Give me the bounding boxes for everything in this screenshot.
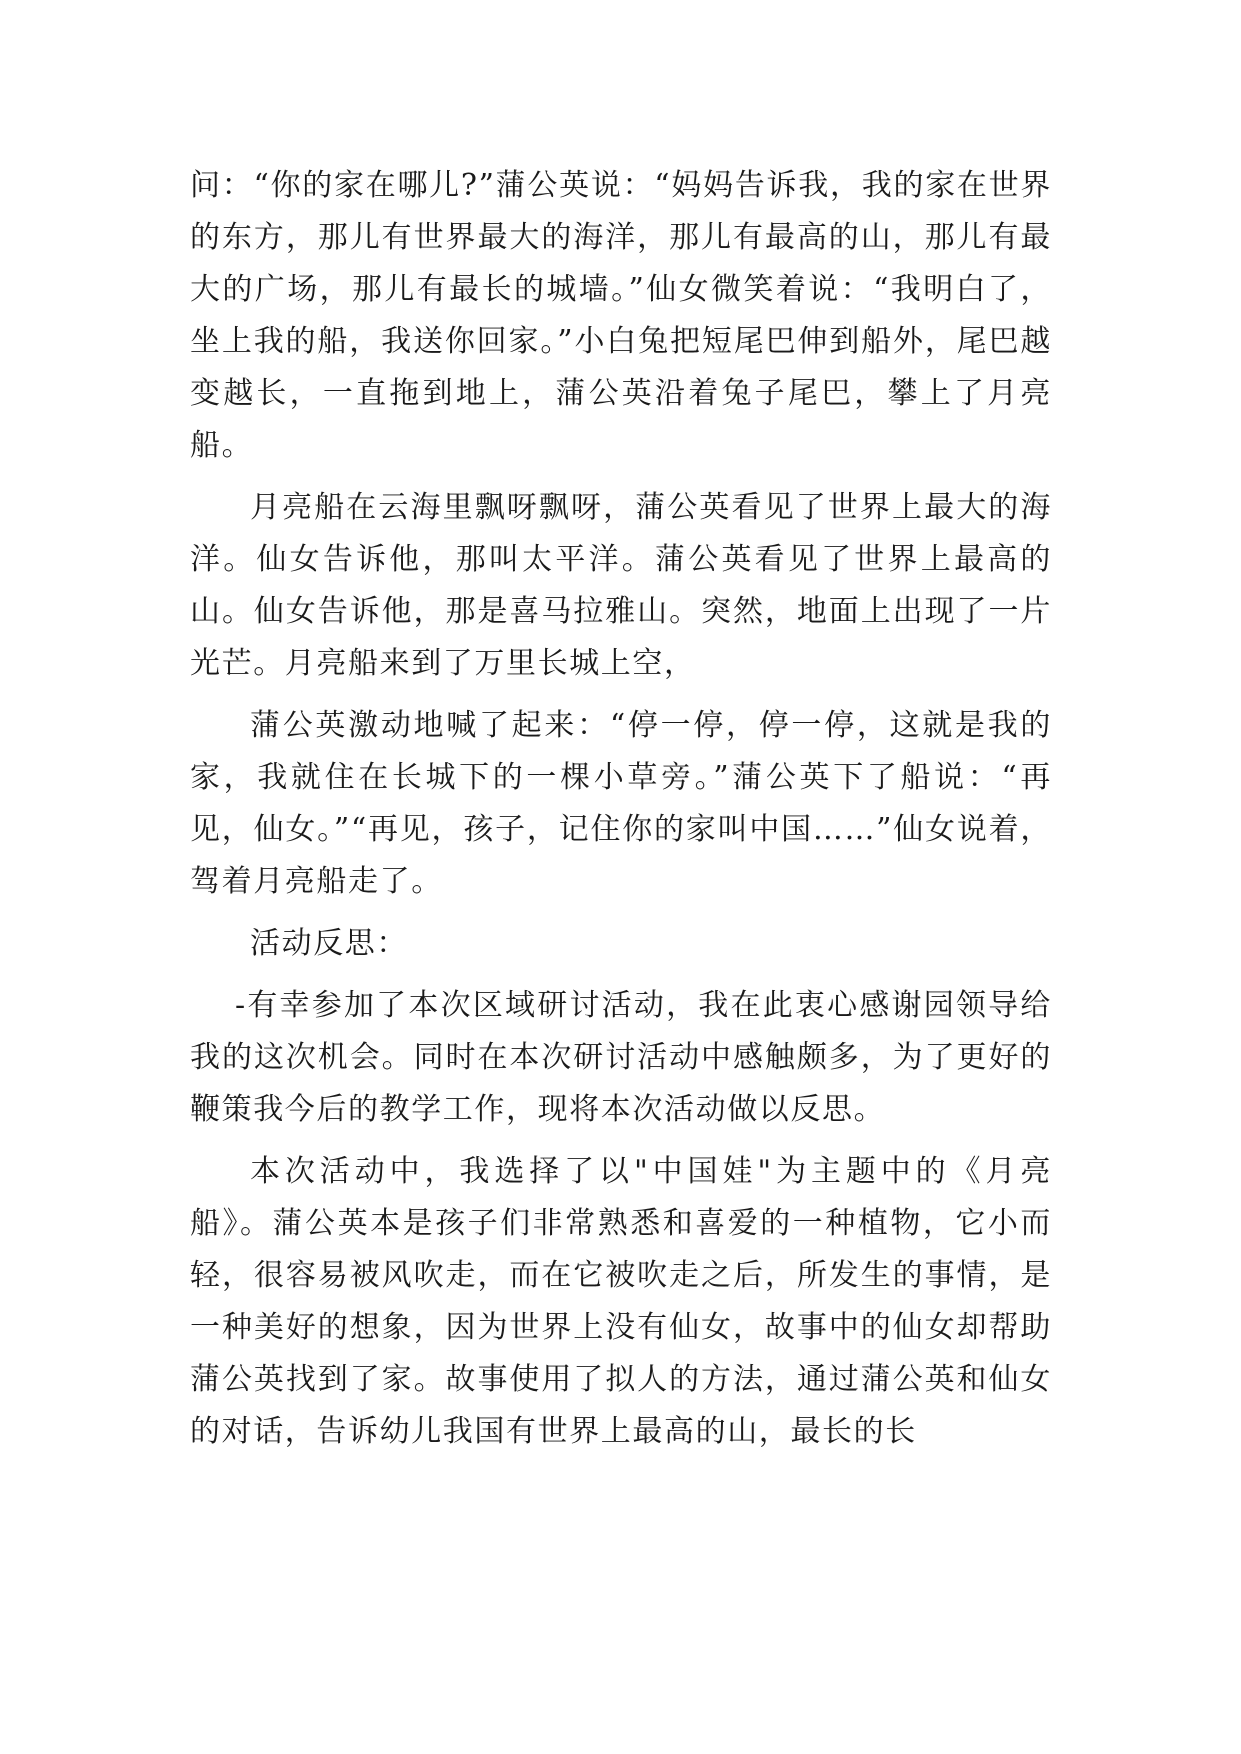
document-body bbox=[190, 160, 1052, 1468]
section-heading-reflection: 活动反思： bbox=[250, 926, 408, 961]
paragraph-story-dialogue: 问：“你的家在哪儿?”蒲公英说：“妈妈告诉我，我的家在世界的东方，那儿有世界最大的海洋，那儿有最高的山，那儿有最大的广场，那儿有最长的城墙。”仙女微笑着说：“我明白了，坐上我的船，我送你回家。”小白兔把短尾巴伸到船外，尾巴越变越长，一直拖到地上，蒲公英沿着兔子尾巴，攀上了月亮船。 bbox=[190, 168, 1052, 463]
paragraph-arrive-home: 蒲公英激动地喊了起来：“停一停，停一停，这就是我的家，我就住在长城下的一棵小草旁。”蒲公英下了船说：“再见，仙女。”“再见，孩子，记住你的家叫中国……”仙女说着，驾着月亮船走了。 bbox=[190, 708, 1052, 899]
paragraph-moon-boat-journey: 月亮船在云海里飘呀飘呀，蒲公英看见了世界上最大的海洋。仙女告诉他，那叫太平洋。蒲公英看见了世界上最高的山。仙女告诉他，那是喜马拉雅山。突然，地面上出现了一片光芒。月亮船来到了万里长城上空， bbox=[190, 490, 1052, 681]
paragraph-reflection-content: 本次活动中，我选择了以"中国娃"为主题中的《月亮船》。蒲公英本是孩子们非常熟悉和喜爱的一种植物，它小而轻，很容易被风吹走，而在它被吹走之后，所发生的事情，是一种美好的想象，因为世界上没有仙女，故事中的仙女却帮助蒲公英找到了家。故事使用了拟人的方法，通过蒲公英和仙女的对话，告诉幼儿我国有世界上最高的山，最长的长 bbox=[190, 1154, 1052, 1449]
paragraph-reflection-intro: -有幸参加了本次区域研讨活动，我在此衷心感谢园领导给我的这次机会。同时在本次研讨活动中感触颇多，为了更好的鞭策我今后的教学工作，现将本次活动做以反思。 bbox=[190, 988, 1052, 1127]
